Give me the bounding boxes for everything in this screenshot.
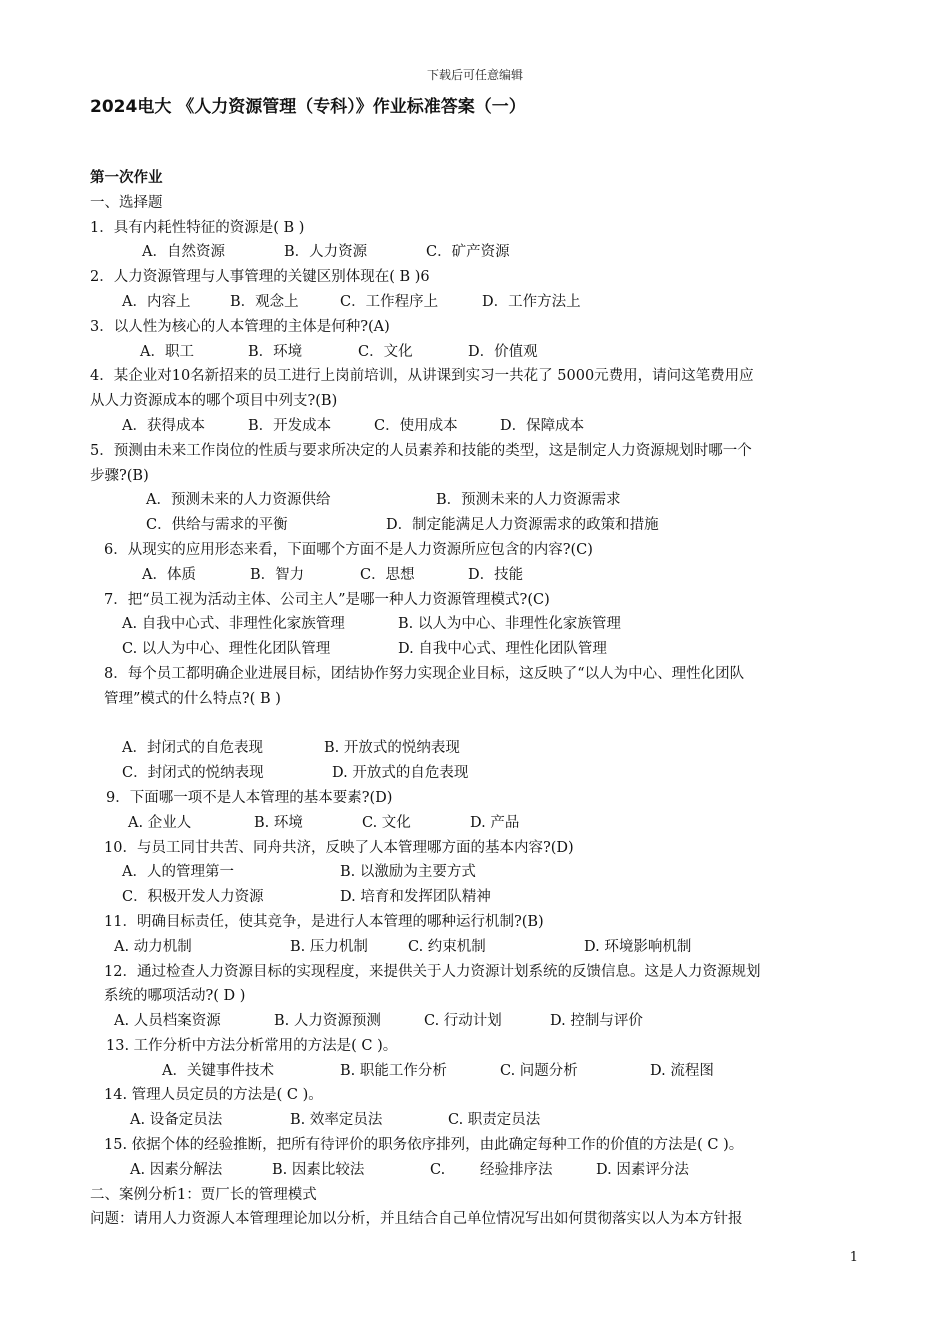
option: D. 控制与评价: [550, 1013, 643, 1030]
question-options: [90, 1059, 865, 1084]
option: A．获得成本: [122, 417, 205, 434]
question-options: [90, 1108, 865, 1133]
page-number: 1: [849, 1250, 858, 1265]
option: C. 行动计划: [424, 1013, 502, 1030]
option: B．预测未来的人力资源需求: [436, 492, 621, 509]
document-body: [90, 166, 865, 1232]
question-stem-continued: 从人力资源成本的哪个项目中列支?(B): [90, 393, 338, 410]
question-stem: 13. 工作分析中方法分析常用的方法是( C )。: [106, 1037, 398, 1054]
option: A. 设备定员法: [130, 1112, 223, 1129]
option: B. 职能工作分析: [340, 1062, 447, 1079]
question-stem: 14. 管理人员定员的方法是( C )。: [104, 1087, 323, 1104]
question-options: [90, 935, 865, 960]
option: A．预测未来的人力资源供给: [146, 492, 331, 509]
option: B．智力: [250, 566, 305, 583]
question-options: [90, 736, 865, 761]
question-stem: 8．每个员工都明确企业进展目标，团结协作努力实现企业目标，这反映了“以人为中心、理性化团队: [104, 665, 745, 682]
question-options: [90, 885, 865, 910]
option: B．环境: [248, 343, 303, 360]
option: B．观念上: [230, 293, 299, 310]
part-heading: 二、案例分析1：贾厂长的管理模式: [90, 1186, 317, 1203]
question-stem: 3．以人性为核心的人本管理的主体是何种?(A): [90, 318, 390, 335]
option: A. 因素分解法: [130, 1161, 223, 1178]
option: C．供给与需求的平衡: [146, 517, 288, 534]
option: A．内容上: [122, 293, 191, 310]
option: C. 职责定员法: [448, 1112, 541, 1129]
question-options: [90, 414, 865, 439]
option: C．思想: [360, 566, 415, 583]
option: B. 压力机制: [290, 938, 368, 955]
option: C．封闭式的悦纳表现: [122, 765, 264, 782]
question-options: [90, 761, 865, 786]
option: D. 因素评分法: [596, 1161, 689, 1178]
option: B. 开放式的悦纳表现: [324, 740, 460, 757]
question-stem: 2．人力资源管理与人事管理的关键区别体现在( B )6: [90, 269, 430, 286]
option: A．人的管理第一: [122, 864, 234, 881]
option: D. 自我中心式、理性化团队管理: [398, 641, 607, 658]
blank-line: [90, 712, 865, 737]
question-options: [90, 860, 865, 885]
option: A. 人员档案资源: [114, 1013, 221, 1030]
option: C. 文化: [362, 814, 411, 831]
question-stem: 10．与员工同甘共苦、同舟共济，反映了人本管理哪方面的基本内容?(D): [104, 839, 574, 856]
option: A．关键事件技术: [162, 1062, 274, 1079]
option: C．矿产资源: [426, 244, 510, 261]
option: D. 开放式的自危表现: [332, 765, 469, 782]
option: C．工作程序上: [340, 293, 439, 310]
question-options: [90, 1158, 865, 1183]
question-options: [90, 240, 865, 265]
option: C．使用成本: [374, 417, 458, 434]
option: D. 环境影响机制: [584, 938, 692, 955]
question-stem: 11．明确目标责任，使其竞争，是进行人本管理的哪种运行机制?(B): [104, 913, 544, 930]
option: B. 因素比较法: [272, 1161, 365, 1178]
question-stem: 5．预测由未来工作岗位的性质与要求所决定的人员素养和技能的类型，这是制定人力资源规划时哪一个: [90, 442, 752, 459]
option: A．自然资源: [142, 244, 225, 261]
option: C. 约束机制: [408, 938, 486, 955]
option: A．职工: [140, 343, 194, 360]
option: C. 以人为中心、理性化团队管理: [122, 641, 331, 658]
option: D. 产品: [470, 814, 520, 831]
option: A．体质: [142, 566, 196, 583]
option: D．保障成本: [500, 417, 585, 434]
option: D. 流程图: [650, 1062, 714, 1079]
option: B. 以人为中心、非理性化家族管理: [398, 616, 621, 633]
question-options: [90, 340, 865, 365]
option: A．封闭式的自危表现: [122, 740, 263, 757]
question-stem: 1．具有内耗性特征的资源是( B ): [90, 219, 305, 236]
question-options: [90, 488, 865, 513]
option: D．价值观: [468, 343, 538, 360]
document-title: 2024电大 《人力资源管理（专科）》作业标准答案（一）: [90, 97, 526, 117]
option: D．工作方法上: [482, 293, 581, 310]
option: B．开发成本: [248, 417, 332, 434]
question-options: [90, 612, 865, 637]
question-stem: 7．把“员工视为活动主体、公司主人”是哪一种人力资源管理模式?(C): [104, 591, 550, 608]
option: C．文化: [358, 343, 413, 360]
option: C. 问题分析: [500, 1062, 578, 1079]
option: B. 环境: [254, 814, 303, 831]
option: 经验排序法: [480, 1161, 553, 1178]
option: D．制定能满足人力资源需求的政策和措施: [386, 517, 659, 534]
question-stem: 6．从现实的应用形态来看，下面哪个方面不是人力资源所应包含的内容?(C): [104, 541, 593, 558]
question-options: [90, 1009, 865, 1034]
option: C．积极开发人力资源: [122, 889, 264, 906]
page-header: 下载后可任意编辑: [426, 68, 523, 82]
question-stem: 15. 依据个体的经验推断，把所有待评价的职务依序排列，由此确定每种工作的价值的方法是( C )。: [104, 1137, 744, 1154]
question-options: [90, 811, 865, 836]
question-options: [90, 563, 865, 588]
option: A. 企业人: [128, 814, 192, 831]
section-heading: 第一次作业: [90, 170, 163, 186]
case-question: 问题：请用人力资源人本管理理论加以分析，并且结合自己单位情况写出如何贯彻落实以人为本方针报: [90, 1211, 743, 1228]
question-options: [90, 637, 865, 662]
option: B．人力资源: [284, 244, 368, 261]
question-options: [90, 290, 865, 315]
option: B. 效率定员法: [290, 1112, 383, 1129]
question-stem-continued: 步骤?(B): [90, 467, 149, 484]
question-options: [90, 513, 865, 538]
question-stem-continued: 系统的哪项活动?( D ): [104, 988, 246, 1005]
part-heading: 一、选择题: [90, 194, 163, 211]
option: C.: [430, 1161, 446, 1178]
question-stem: 4．某企业对10名新招来的员工进行上岗前培训，从讲课到实习一共花了 5000元费用，请问这笔费用应: [90, 368, 754, 385]
question-stem: 9．下面哪一项不是人本管理的基本要素?(D): [106, 789, 393, 806]
option: D．技能: [468, 566, 524, 583]
option: D. 培育和发挥团队精神: [340, 889, 491, 906]
question-stem: 12．通过检查人力资源目标的实现程度，来提供关于人力资源计划系统的反馈信息。这是人力资源规划: [104, 963, 761, 980]
option: A. 自我中心式、非理性化家族管理: [122, 616, 345, 633]
option: B. 人力资源预测: [274, 1013, 381, 1030]
option: A. 动力机制: [114, 938, 192, 955]
option: B. 以激励为主要方式: [340, 864, 476, 881]
question-stem-continued: 管理”模式的什么特点?( B ): [104, 690, 281, 707]
